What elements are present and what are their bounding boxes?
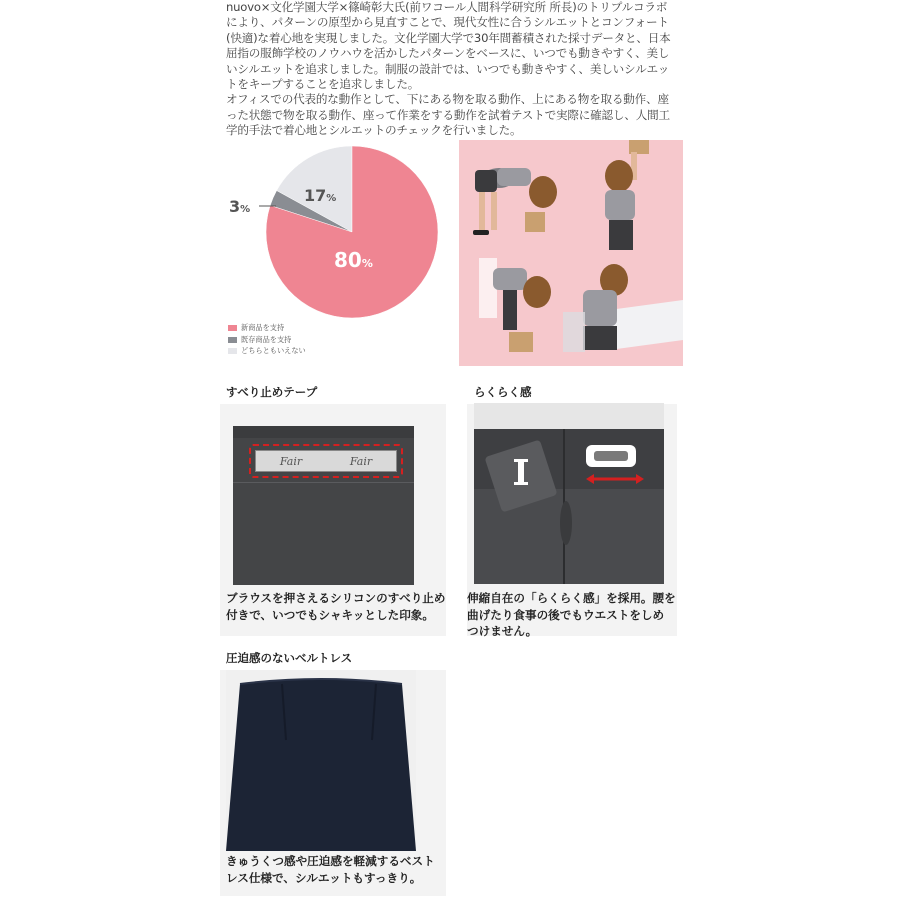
legend-swatch	[228, 337, 237, 343]
waistband-seam	[233, 482, 414, 483]
slice-label-80: 80%	[334, 248, 373, 272]
nonslip-tape: Fair Fair	[255, 450, 397, 472]
navy-skirt-illustration	[226, 670, 416, 851]
stretch-waistband-illustration	[474, 403, 664, 584]
motion-illustrations	[459, 140, 683, 366]
intro-paragraph: nuovo×文化学園大学×篠崎彰大氏(前ワコール人間科学研究所 所長)のトリプルコラボにより、パターンの原型から見直すことで、現代女性に合うシルエットとコンフォート(快適)な着心地を実現しました。文化学園大学で30年間蓄積された採寸データと、日本屈指の服飾学校のノウハウを活かしたパターンをベースに、いつでも動きやすく、美しいシルエットを追求しました。制服の設計では、いつでも動きやすく、美しいシルエットをキープすることを追求しました。	[226, 0, 671, 92]
beltless-skirt-photo	[226, 670, 416, 851]
legend-item: どちらともいえない	[228, 346, 306, 356]
waistband-edge	[233, 426, 414, 438]
feature-title-stretch: らくらく感	[474, 385, 532, 399]
slice-label-17: 17%	[304, 186, 337, 205]
feature-caption-stretch: 伸縮自在の「らくらく感」を採用。腰を 曲げたり食事の後でもウエストをしめ つけません。	[467, 591, 676, 638]
stretch-fabric-photo	[474, 403, 664, 584]
nonslip-fabric-photo	[233, 426, 414, 585]
feature-caption-nonslip: ブラウスを押さえるシリコンのすべり止め 付きで、いつでもシャキッとした印象。	[226, 591, 446, 622]
feature-title-nonslip: すべり止めテープ	[226, 385, 318, 399]
legend-item: 既存商品を支持	[228, 335, 291, 345]
legend-swatch	[228, 325, 237, 331]
legend-swatch	[228, 348, 237, 354]
slice-label-3: 3%	[229, 197, 251, 216]
feature-caption-beltless: きゅうくつ感や圧迫感を軽減するベスト レス仕様で、シルエットもすっきり。	[226, 854, 435, 885]
intro-text	[226, 0, 674, 139]
seated-writing-illustration	[563, 264, 683, 352]
bending-figure-illustration	[473, 168, 557, 235]
reaching-figure-illustration	[605, 140, 649, 250]
seated-bending-illustration	[479, 258, 551, 352]
motion-test-photos	[459, 140, 683, 366]
feature-title-beltless: 圧迫感のないベルトレス	[226, 651, 353, 665]
legend-item: 新商品を支持	[228, 323, 284, 333]
intro-paragraph: オフィスでの代表的な動作として、下にある物を取る動作、上にある物を取る動作、座った状態で物を取る動作、座って作業をする動作を試着テストで実際に確認し、人間工学的手法で着心地とシルエットのチェックを行いました。	[226, 92, 670, 138]
pie-chart-panel	[226, 140, 452, 366]
